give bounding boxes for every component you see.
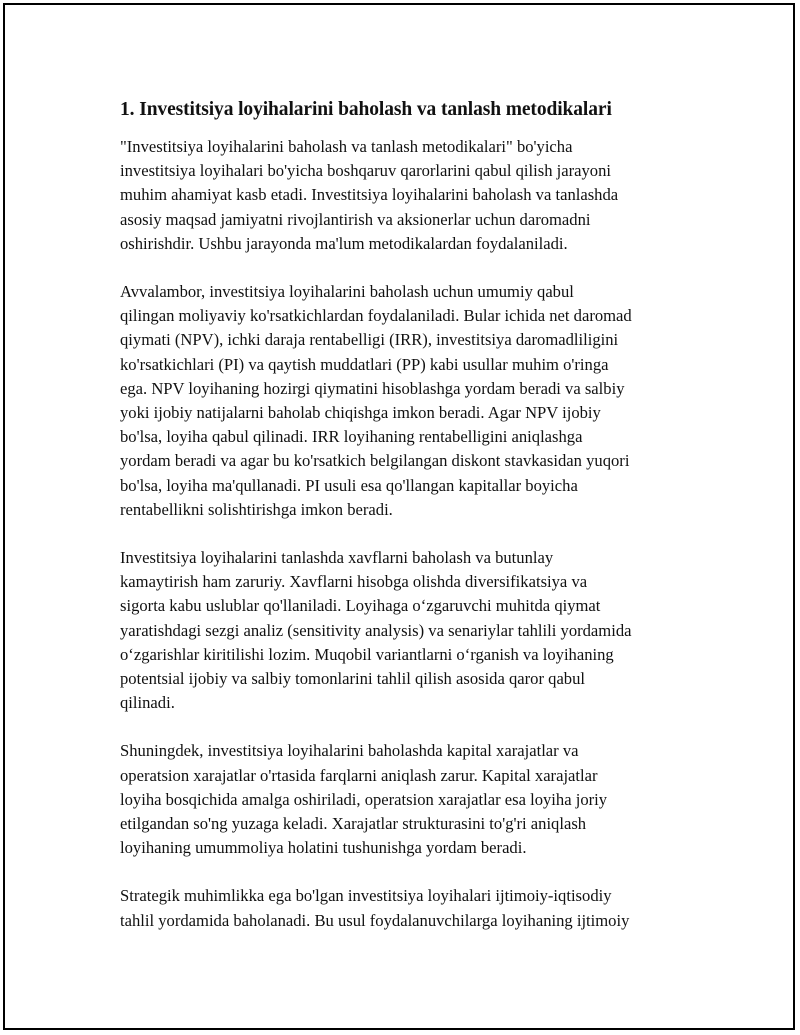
document-body [120, 98, 695, 957]
paragraph-costs: Shuningdek, investitsiya loyihalarini baholashda kapital xarajatlar va operatsion xarajatlar o'rtasida farqlarni aniqlash zarur. Kapital xarajatlar loyiha bosqichida amalga oshiriladi, operatsion xarajatlar esa loyiha joriy etilgandan so'ng yuzaga keladi. Xarajatlar strukturasini to'g'ri aniqlash loyihaning umummoliya holatini tushunishga yordam beradi. [120, 741, 608, 858]
paragraph-risk-assessment: Investitsiya loyihalarini tanlashda xavflarni baholash va butunlay kamaytirish ham zaruriy. Xavflarni hisobga olishda diversifikatsiya va sigorta kabu uslublar qo'llaniladi. Loyihaga oʻzgaruvchi muhitda qiymat yaratishdagi sezgi analiz (sensitivity analysis) va senariylar tahlili yordamida oʻzgarishlar kiritilishi lozim. Muqobil variantlarni oʻrganish va loyihaning potentsial ijobiy va salbiy tomonlarini tahlil qilish asosida qaror qabul qilinadi. [120, 548, 632, 713]
section-heading: 1. Investitsiya loyihalarini baholash va tanlash metodikalari [120, 99, 612, 120]
paragraph-strategic: Strategik muhimlikka ega bo'lgan investitsiya loyihalari ijtimoiy-iqtisodiy tahlil yordamida baholanadi. Bu usul foydalanuvchilarga loyihaning ijtimoiy [120, 886, 630, 930]
paragraph-financial-indicators: Avvalambor, investitsiya loyihalarini baholash uchun umumiy qabul qilingan moliyaviy ko'rsatkichlardan foydalaniladi. Bular ichida net daromad qiymati (NPV), ichki daraja rentabelligi (IRR), investitsiya daromadliligini ko'rsatkichlari (PI) va qaytish muddatlari (PP) kabi usullar muhim o'ringa ega. NPV loyihaning hozirgi qiymatini hisoblashga yordam beradi va salbiy yoki ijobiy natijalarni baholab chiqishga imkon beradi. Agar NPV ijobiy bo'lsa, loyiha qabul qilinadi. IRR loyihaning rentabelligini aniqlashga yordam beradi va agar bu ko'rsatkich belgilangan diskont stavkasidan yuqori bo'lsa, loyiha ma'qullanadi. PI usuli esa qo'llangan kapitallar boyicha rentabellikni solishtirishga imkon beradi. [120, 282, 632, 519]
paragraph-intro: "Investitsiya loyihalarini baholash va tanlash metodikalari" bo'yicha investitsiya loyihalari bo'yicha boshqaruv qarorlarini qabul qilish jarayoni muhim ahamiyat kasb etadi. Investitsiya loyihalarini baholash va tanlashda asosiy maqsad jamiyatni rivojlantirish va aksionerlar uchun daromadni oshirishdir. Ushbu jarayonda ma'lum metodikalardan foydalaniladi. [120, 137, 619, 253]
page-frame [3, 3, 795, 1030]
